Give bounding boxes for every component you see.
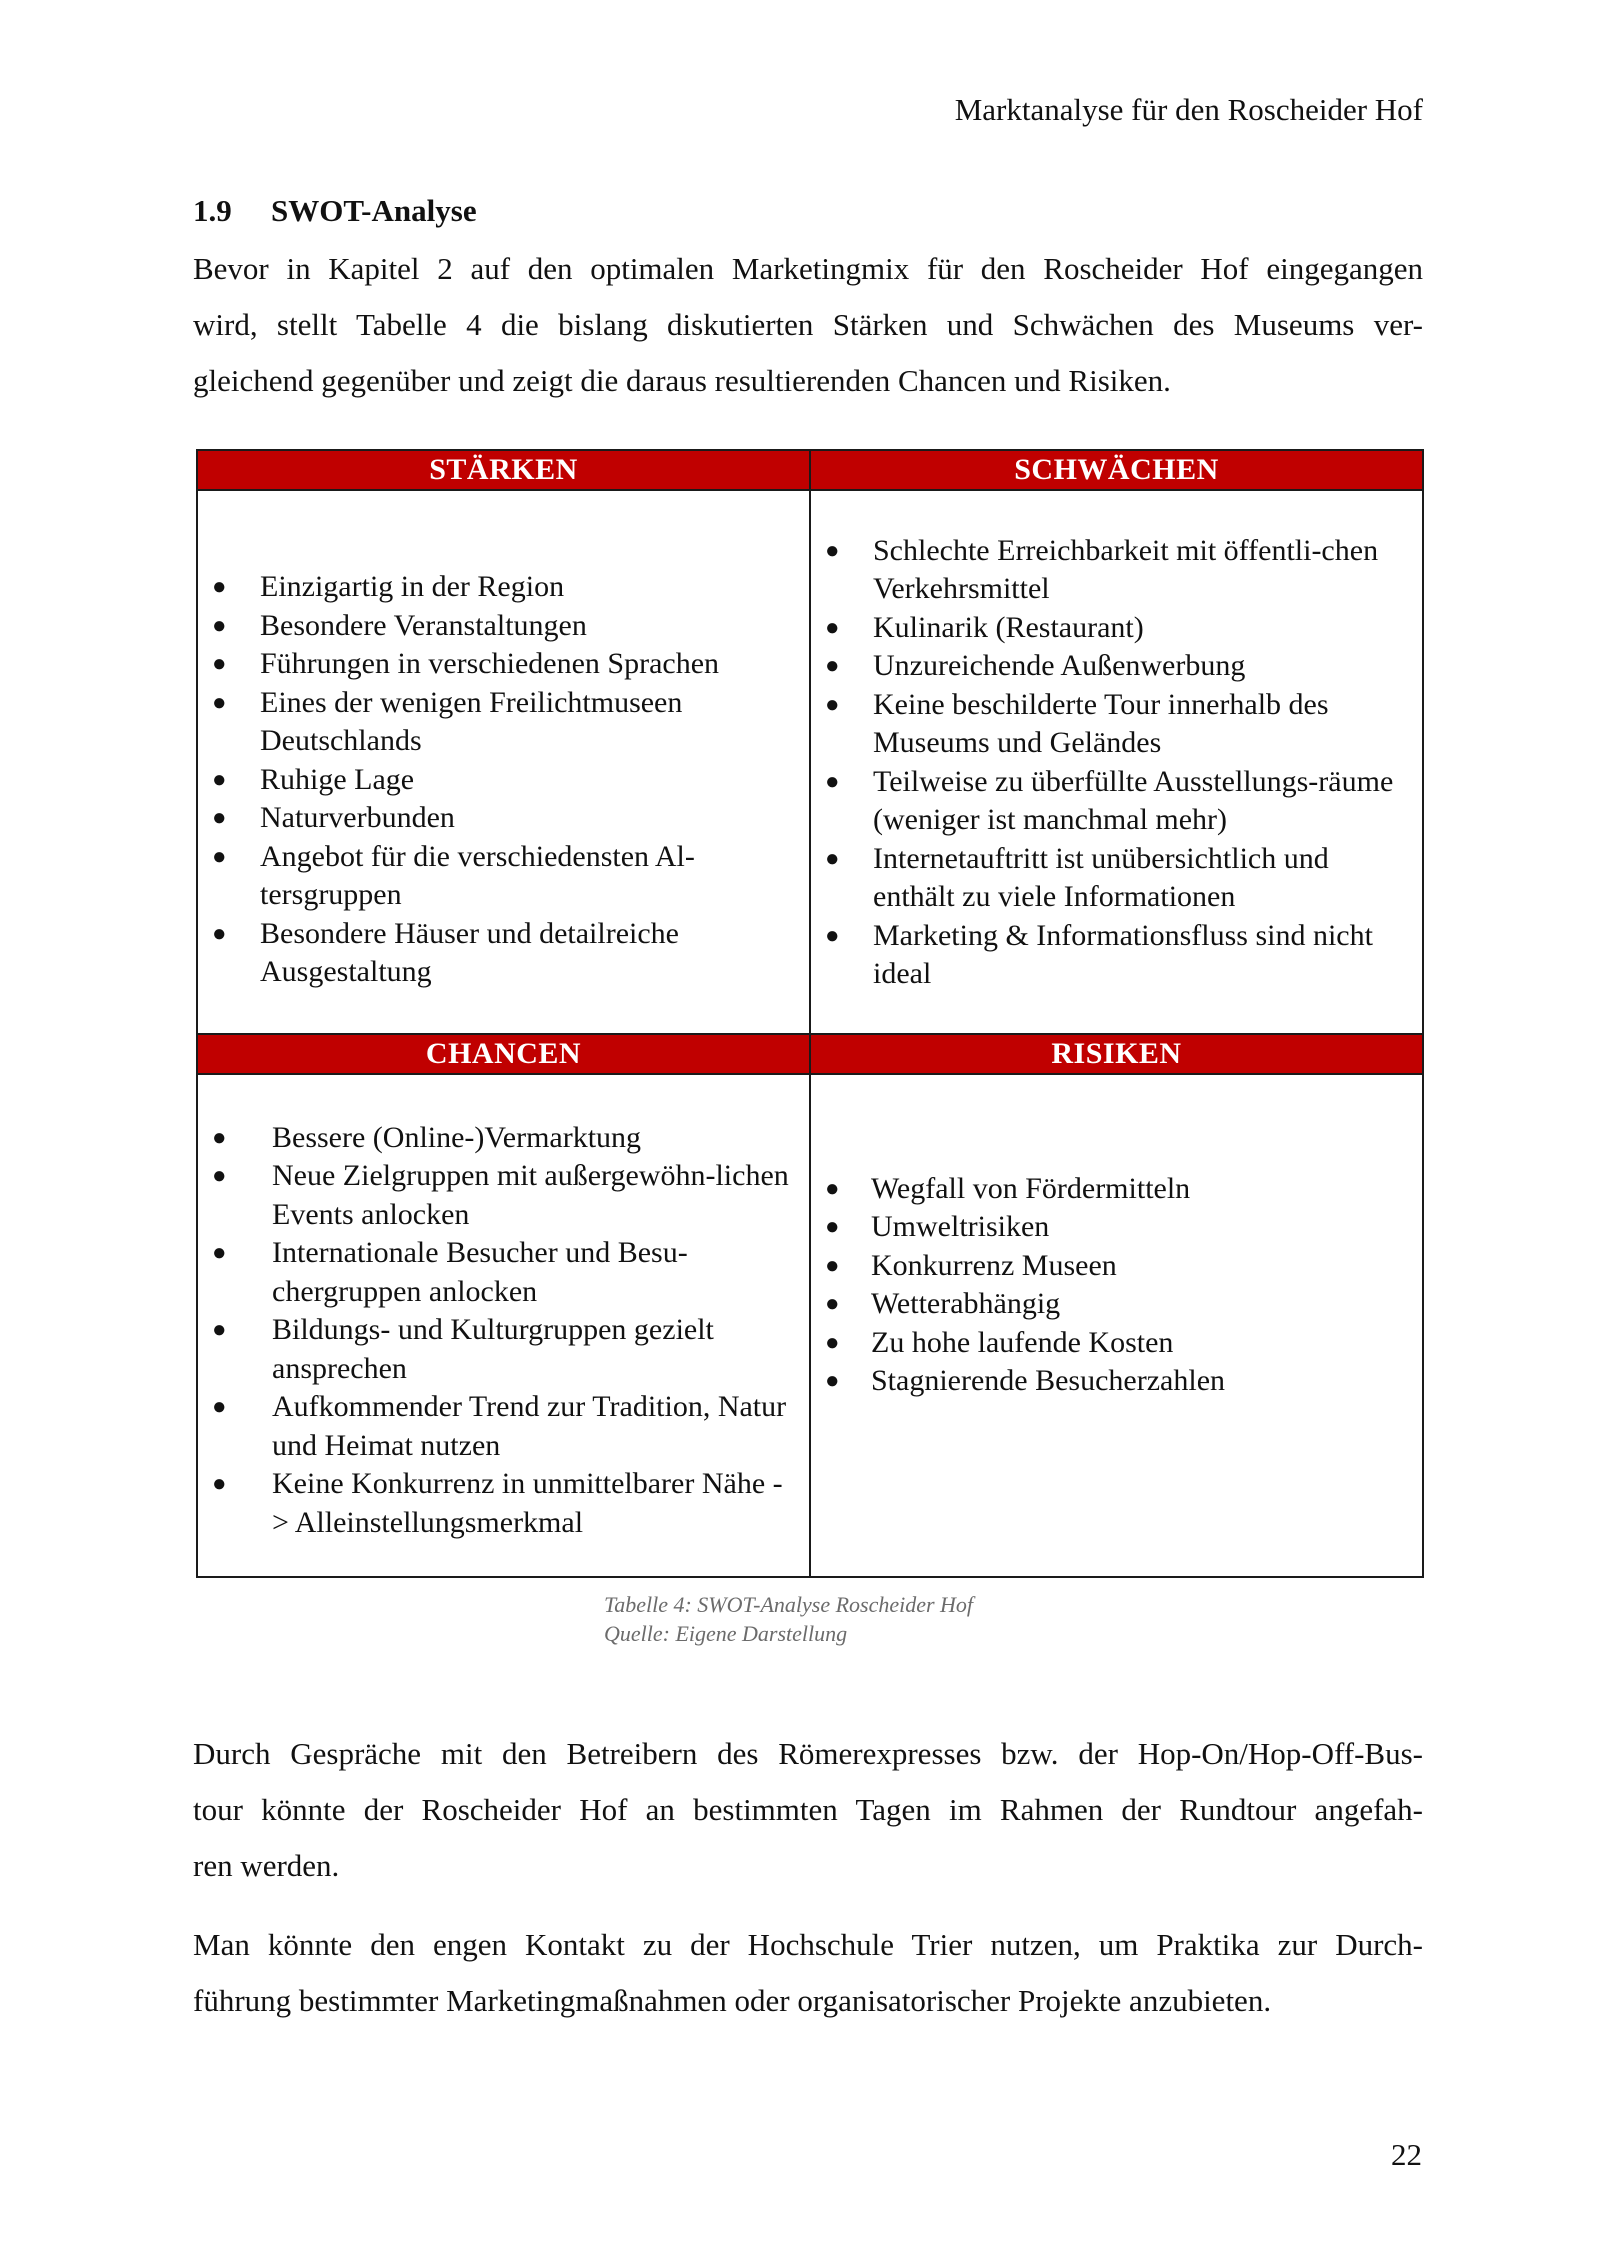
item-text: Wegfall von Fördermitteln [871,1171,1191,1205]
bullet-icon: ● [212,1471,227,1498]
bullet-icon: ● [212,1124,227,1151]
opportunities-item [198,1119,791,1158]
paragraph-line: Bevor in Kapitel 2 auf den optimalen Marketingmix für den Roscheider Hof eingegangen [193,251,1423,286]
strengths-item [198,799,791,838]
item-text: Internationale Besucher und Besu-chergruppen anlocken [272,1236,688,1308]
strengths-item [198,568,791,607]
strengths-item [198,645,791,684]
item-text: Umweltrisiken [871,1210,1050,1244]
item-text: Bildungs- und Kulturgruppen gezielt ansprechen [272,1313,714,1385]
item-text: Zu hohe laufende Kosten [871,1325,1174,1359]
bullet-icon: ● [212,651,227,678]
item-text: Besondere Veranstaltungen [260,608,587,642]
opportunities-item [198,1465,791,1542]
weaknesses-item [811,609,1404,648]
item-text: Führungen in verschiedenen Sprachen [260,647,720,681]
opportunities-item [198,1388,791,1465]
item-text: Internetauftritt ist unübersichtlich und enthält zu viele Informationen [873,841,1329,914]
weaknesses-item [811,917,1404,994]
paragraph-line: führung bestimmter Marketingmaßnahmen oder organisatorischer Projekte anzubieten. [193,1983,1272,2018]
strengths-list [198,568,791,992]
bullet-icon: ● [825,768,840,795]
bullet-icon: ● [212,1317,227,1344]
table-caption [604,1590,973,1648]
threats-item [811,1170,1404,1209]
bullet-icon: ● [825,537,840,564]
section-heading [193,193,477,229]
strengths-item [198,915,791,992]
opportunities-list [198,1119,791,1543]
bullet-icon: ● [212,574,227,601]
opportunities-item [198,1157,791,1234]
opportunities-item [198,1311,791,1388]
strengths-item [198,684,791,761]
paragraph-line: ren werden. [193,1848,340,1883]
strengths-item [198,838,791,915]
item-text: Stagnierende Besucherzahlen [871,1364,1226,1398]
item-text: Einzigartig in der Region [260,570,565,604]
item-text: Keine Konkurrenz in unmittelbarer Nähe -> Alleinstellungsmerkmal [272,1467,783,1539]
bullet-icon: ● [212,689,227,716]
opportunities-header: CHANCEN [197,1034,810,1074]
caption-source: Quelle: Eigene Darstellung [604,1621,848,1646]
bullet-icon: ● [825,614,840,641]
bullet-icon: ● [212,1240,227,1267]
bullet-icon: ● [825,1291,840,1318]
weaknesses-cell [810,490,1423,1033]
threats-cell [810,1074,1423,1577]
bullet-icon: ● [825,922,840,949]
caption-title: Tabelle 4: SWOT-Analyse Roscheider Hof [604,1592,974,1617]
strengths-cell [197,490,810,1033]
bullet-icon: ● [825,1175,840,1202]
swot-table [196,449,1424,1578]
bullet-icon: ● [212,766,227,793]
weaknesses-item [811,840,1404,917]
running-header: Marktanalyse für den Roscheider Hof [954,92,1423,127]
body-paragraph-3 [193,1917,1423,2029]
paragraph-line: Man könnte den engen Kontakt zu der Hochschule Trier nutzen, um Praktika zur Durch- [193,1927,1423,1962]
item-text: Kulinarik (Restaurant) [873,610,1144,644]
section-number: 1.9 [193,193,232,228]
item-text: Marketing & Informationsfluss sind nicht ideal [873,918,1373,991]
body-paragraph-2 [193,1726,1423,1894]
item-text: Bessere (Online-)Vermarktung [272,1120,642,1154]
item-text: Eines der wenigen Freilichtmuseen Deutschlands [260,685,683,758]
item-text: Wetterabhängig [871,1287,1061,1321]
strengths-item [198,607,791,646]
bullet-icon: ● [212,612,227,639]
item-text: Keine beschilderte Tour innerhalb des Museums und Geländes [873,687,1329,760]
bullet-icon: ● [212,1163,227,1190]
item-text: Naturverbunden [260,801,455,835]
bullet-icon: ● [212,1394,227,1421]
item-text: Konkurrenz Museen [871,1248,1117,1282]
item-text: Neue Zielgruppen mit außergewöhn-lichen Events anlocken [272,1159,789,1231]
weaknesses-list [811,532,1404,994]
item-text: Aufkommender Trend zur Tradition, Natur und Heimat nutzen [272,1390,787,1462]
strengths-item [198,761,791,800]
paragraph-line: gleichend gegenüber und zeigt die daraus resultierenden Chancen und Risiken. [193,363,1171,398]
item-text: Schlechte Erreichbarkeit mit öffentli-chen Verkehrsmittel [873,533,1379,606]
weaknesses-item [811,647,1404,686]
weaknesses-item [811,763,1404,840]
strengths-header: STÄRKEN [197,450,810,490]
item-text: Besondere Häuser und detailreiche Ausgestaltung [260,916,679,989]
threats-header: RISIKEN [810,1034,1423,1074]
paragraph-line: tour könnte der Roscheider Hof an bestimmten Tagen im Rahmen der Rundtour angefah- [193,1792,1423,1827]
threats-item [811,1247,1404,1286]
item-text: Unzureichende Außenwerbung [873,649,1246,683]
bullet-icon: ● [825,1368,840,1395]
threats-list [811,1170,1404,1401]
bullet-icon: ● [212,843,227,870]
bullet-icon: ● [212,805,227,832]
bullet-icon: ● [825,1329,840,1356]
weaknesses-item [811,532,1404,609]
threats-item [811,1285,1404,1324]
item-text: Teilweise zu überfüllte Ausstellungs-räume (weniger ist manchmal mehr) [873,764,1394,837]
page-number: 22 [1391,2137,1422,2172]
paragraph-line: wird, stellt Tabelle 4 die bislang diskutierten Stärken und Schwächen des Museums ver- [193,307,1423,342]
bullet-icon: ● [825,691,840,718]
bullet-icon: ● [825,653,840,680]
bullet-icon: ● [212,920,227,947]
threats-item [811,1324,1404,1363]
weaknesses-header: SCHWÄCHEN [810,450,1423,490]
opportunities-item [198,1234,791,1311]
paragraph-line: Durch Gespräche mit den Betreibern des Römerexpresses bzw. der Hop-On/Hop-Off-Bus- [193,1736,1423,1771]
item-text: Ruhige Lage [260,762,415,796]
item-text: Angebot für die verschiedensten Al-tersgruppen [260,839,695,912]
opportunities-cell [197,1074,810,1577]
weaknesses-item [811,686,1404,763]
bullet-icon: ● [825,1214,840,1241]
threats-item [811,1208,1404,1247]
threats-item [811,1362,1404,1401]
bullet-icon: ● [825,845,840,872]
section-title: SWOT-Analyse [271,193,477,228]
intro-paragraph [193,241,1423,409]
bullet-icon: ● [825,1252,840,1279]
